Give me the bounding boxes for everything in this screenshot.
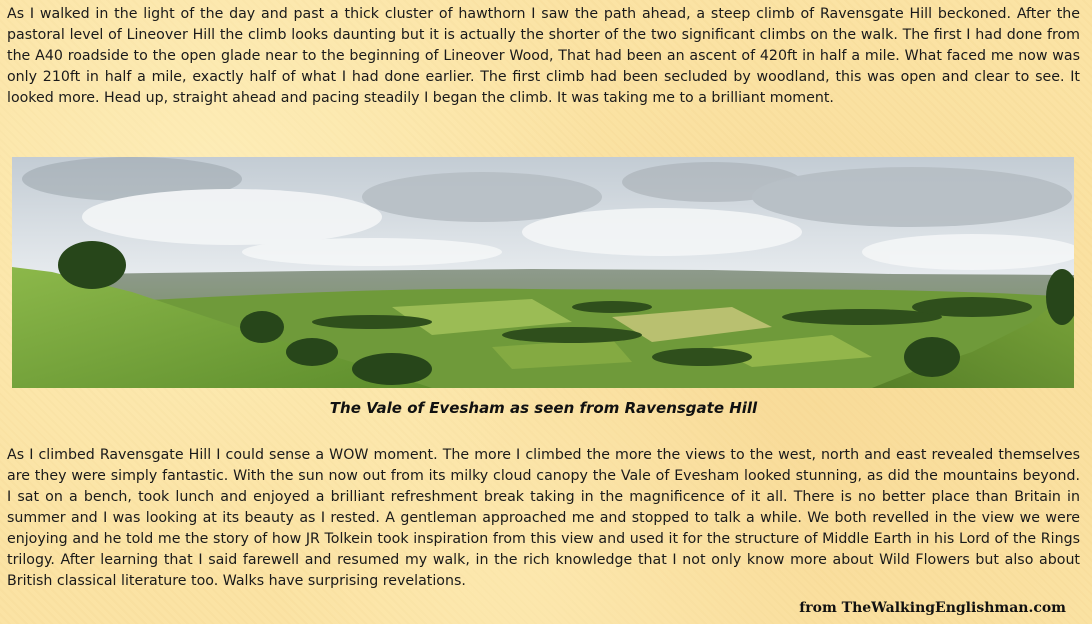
intro-paragraph: As I walked in the light of the day and past a thick cluster of hawthorn I saw the path ahead, a steep climb of Ravensgate Hill beckoned. After the pastoral level of Lineover Hill the climb looks daunting but it is actually the shorter of the two significant climbs on the walk. The first I had done from the A40 roadside to the open glade near to the beginning of Lineover Wood, That had been an ascent of 420ft in half a mile. What faced me now was only 210ft in half a mile, exactly half of what I had done earlier. The first climb had been secluded by woodland, this was open and clear to see. It looked more. Head up, straight ahead and pacing steadily I began the climb. It was taking me to a brilliant moment. bbox=[7, 6, 1080, 106]
panorama-photo-vale-of-evesham bbox=[12, 157, 1074, 388]
photo-caption: The Vale of Evesham as seen from Ravensgate Hill bbox=[329, 399, 758, 417]
site-credit: from TheWalkingEnglishman.com bbox=[799, 600, 1066, 616]
main-paragraph: As I climbed Ravensgate Hill I could sense a WOW moment. The more I climbed the more the views to the west, north and east revealed themselves are they were simply fantastic. With the sun now out from its milky cloud canopy the Vale of Evesham looked stunning, as did the mountains beyond. I sat on a bench, took lunch and enjoyed a brilliant refreshment break taking in the magnificence of it all. There is no better place than Britain in summer and I was looking at its beauty as I rested. A gentleman approached me and stopped to talk a while. We both revelled in the view we were enjoying and he told me the story of how JR Tolkein took inspiration from this view and used it for the structure of Middle Earth in his Lord of the Rings trilogy. After learning that I said farewell and resumed my walk, in the rich knowledge that I not only know more about Wild Flowers but also about British classical literature too. Walks have surprising revelations. bbox=[7, 447, 1080, 589]
